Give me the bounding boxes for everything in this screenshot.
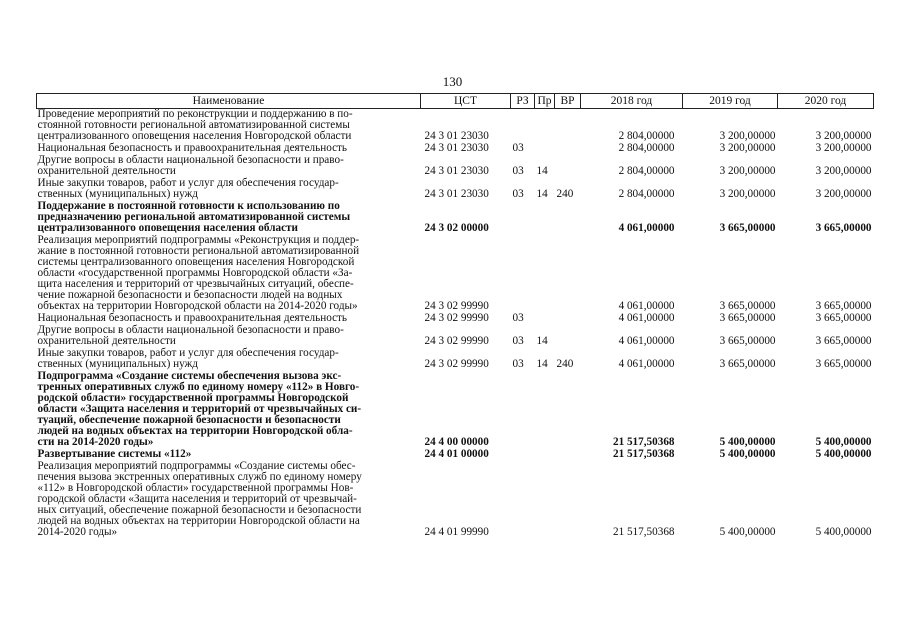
row-name: Проведение мероприятий по реконструкции и поддержанию в по- стоянной готовности региональной автоматизированной системы централизованного оповещения населения Новгородской области [37, 108, 353, 142]
header-row [37, 94, 874, 109]
header-pr: Пр [535, 94, 555, 109]
row-cst: 24 3 01 23030 [424, 130, 489, 142]
table-header [37, 94, 874, 109]
row-2019: 5 400,00000 [719, 436, 776, 448]
row-pr [535, 201, 555, 235]
header-rz: РЗ [511, 94, 535, 109]
row-rz [511, 109, 535, 144]
row-vr [555, 143, 581, 155]
table-row [37, 325, 874, 348]
row-cst: 24 3 02 00000 [424, 222, 489, 234]
row-name: Другие вопросы в области национальной безопасности и право- охранительной деятельности [37, 324, 344, 347]
row-2019: 3 665,00000 [719, 335, 776, 347]
row-2019: 3 200,00000 [719, 188, 776, 200]
row-cst: 24 3 02 99990 [424, 335, 489, 347]
row-2019: 3 665,00000 [719, 300, 776, 312]
row-2019: 3 665,00000 [719, 358, 776, 370]
row-cst: 24 4 01 00000 [424, 448, 489, 460]
row-vr [555, 313, 581, 325]
budget-table [36, 93, 874, 539]
table-row [37, 109, 874, 144]
row-2018: 21 517,50368 [612, 448, 675, 460]
row-rz: 03 [512, 335, 524, 347]
row-name: Подпрограмма «Создание системы обеспечения вызова экс- тренных оперативных служб по единому номеру «112» в Новго- родской области» государственной программы Новгородской области «Защита населения и территорий от чрезвычайных си- туаций, обеспечение пожарной безопасности и безопасности людей на водных объектах на территории Новгородской обла- сти на 2014-2020 годы» [37, 370, 362, 448]
row-cst: 24 4 00 00000 [424, 436, 489, 448]
row-2019: 3 200,00000 [719, 165, 776, 177]
row-vr: 240 [556, 188, 574, 200]
row-rz: 03 [512, 188, 524, 200]
table-row [37, 155, 874, 178]
row-vr [555, 371, 581, 449]
row-name: Реализация мероприятий подпрограммы «Реконструкция и поддер- жание в постоянной готовности региональной автоматизированной системы централизованного оповещения населения Новгородской области «государственной программы Новгородской области «За- щита населения и территорий от чрезвычайных ситуаций, обеспе- чение пожарной безопасности и безопасности людей на водных объектах на территории Новгородской области на 2014-2020 годы» [37, 234, 360, 312]
row-2018: 2 804,00000 [618, 188, 675, 200]
table-row [37, 371, 874, 449]
row-name: Иные закупки товаров, работ и услуг для обеспечения государ- ственных (муниципальных) нужд [37, 177, 339, 200]
row-pr: 14 [536, 165, 548, 177]
row-pr [535, 371, 555, 449]
row-2018: 2 804,00000 [618, 165, 675, 177]
row-cst: 24 4 01 99990 [424, 526, 489, 538]
row-cst: 24 3 02 99990 [424, 312, 489, 324]
row-pr [535, 313, 555, 325]
row-name: Реализация мероприятий подпрограммы «Создание системы обес- печения вызова экстренных оперативных служб по единому номеру «112» в Новгородской области» государственной программы Нов- городской области «Защита населения и территорий от чрезвычай- ных ситуаций, обеспечение пожарной безопасности и безопасности людей на водных объектах на территории Новгородской области на 2014-2020 годы» [37, 460, 362, 538]
table-row [37, 235, 874, 313]
row-pr: 14 [536, 358, 548, 370]
row-pr [535, 143, 555, 155]
row-rz: 03 [512, 165, 524, 177]
row-cst: 24 3 02 99990 [424, 300, 489, 312]
row-vr [555, 201, 581, 235]
table-row [37, 461, 874, 539]
row-2020: 3 200,00000 [815, 188, 872, 200]
row-name: Другие вопросы в области национальной безопасности и право- охранительной деятельности [37, 154, 344, 177]
row-2018: 4 061,00000 [618, 300, 675, 312]
table-row [37, 348, 874, 371]
row-name: Иные закупки товаров, работ и услуг для обеспечения государ- ственных (муниципальных) нужд [37, 347, 339, 370]
row-2019: 5 400,00000 [719, 526, 776, 538]
row-2018: 4 061,00000 [618, 312, 675, 324]
row-vr [555, 235, 581, 313]
row-2020: 3 200,00000 [815, 142, 872, 154]
page-number: 130 [442, 74, 463, 89]
header-name: Наименование [37, 94, 421, 109]
row-vr [555, 325, 581, 348]
row-2018: 2 804,00000 [618, 142, 675, 154]
table-body [37, 109, 874, 540]
row-2019: 3 200,00000 [719, 142, 776, 154]
row-2020: 5 400,00000 [815, 526, 872, 538]
row-rz [511, 235, 535, 313]
row-2020: 3 665,00000 [815, 312, 872, 324]
row-rz [511, 461, 535, 539]
row-2020: 5 400,00000 [815, 436, 872, 448]
row-vr [555, 449, 581, 461]
row-rz [511, 449, 535, 461]
row-pr [535, 449, 555, 461]
row-2019: 3 665,00000 [719, 312, 776, 324]
header-vr: ВР [555, 94, 581, 109]
row-pr: 14 [536, 188, 548, 200]
row-pr: 14 [536, 335, 548, 347]
row-rz: 03 [512, 312, 524, 324]
row-2020: 3 200,00000 [815, 165, 872, 177]
row-rz [511, 201, 535, 235]
row-2019: 3 665,00000 [719, 222, 776, 234]
row-2020: 3 665,00000 [815, 222, 872, 234]
row-2018: 4 061,00000 [618, 335, 675, 347]
row-2019: 3 200,00000 [719, 130, 776, 142]
table-row [37, 178, 874, 201]
table-row [37, 201, 874, 235]
row-rz [511, 371, 535, 449]
row-2018: 21 517,50368 [612, 436, 675, 448]
row-name: Поддержание в постоянной готовности к использованию по предназначению региональной автоматизированной системы централизованного оповещения населения области [37, 200, 351, 234]
row-2020: 3 665,00000 [815, 335, 872, 347]
row-name: Национальная безопасность и правоохранительная деятельность [37, 142, 348, 154]
row-2020: 3 665,00000 [815, 358, 872, 370]
row-pr [535, 461, 555, 539]
row-2018: 21 517,50368 [612, 526, 675, 538]
header-2019: 2019 год [683, 94, 778, 109]
row-cst: 24 3 01 23030 [424, 165, 489, 177]
row-2018: 4 061,00000 [618, 222, 675, 234]
header-2020: 2020 год [778, 94, 874, 109]
row-2020: 3 200,00000 [815, 130, 872, 142]
row-cst: 24 3 01 23030 [424, 188, 489, 200]
row-cst: 24 3 01 23030 [424, 142, 489, 154]
row-vr [555, 155, 581, 178]
header-cst: ЦСТ [421, 94, 511, 109]
row-cst: 24 3 02 99990 [424, 358, 489, 370]
row-vr [555, 461, 581, 539]
row-2018: 2 804,00000 [618, 130, 675, 142]
row-vr: 240 [556, 358, 574, 370]
row-name: Развертывание системы «112» [37, 448, 192, 460]
row-2019: 5 400,00000 [719, 448, 776, 460]
row-pr [535, 109, 555, 144]
header-2018: 2018 год [581, 94, 683, 109]
row-name: Национальная безопасность и правоохранительная деятельность [37, 312, 348, 324]
row-rz: 03 [512, 142, 524, 154]
row-2018: 4 061,00000 [618, 358, 675, 370]
row-rz: 03 [512, 358, 524, 370]
row-pr [535, 235, 555, 313]
row-2020: 3 665,00000 [815, 300, 872, 312]
row-vr [555, 109, 581, 144]
row-2020: 5 400,00000 [815, 448, 872, 460]
